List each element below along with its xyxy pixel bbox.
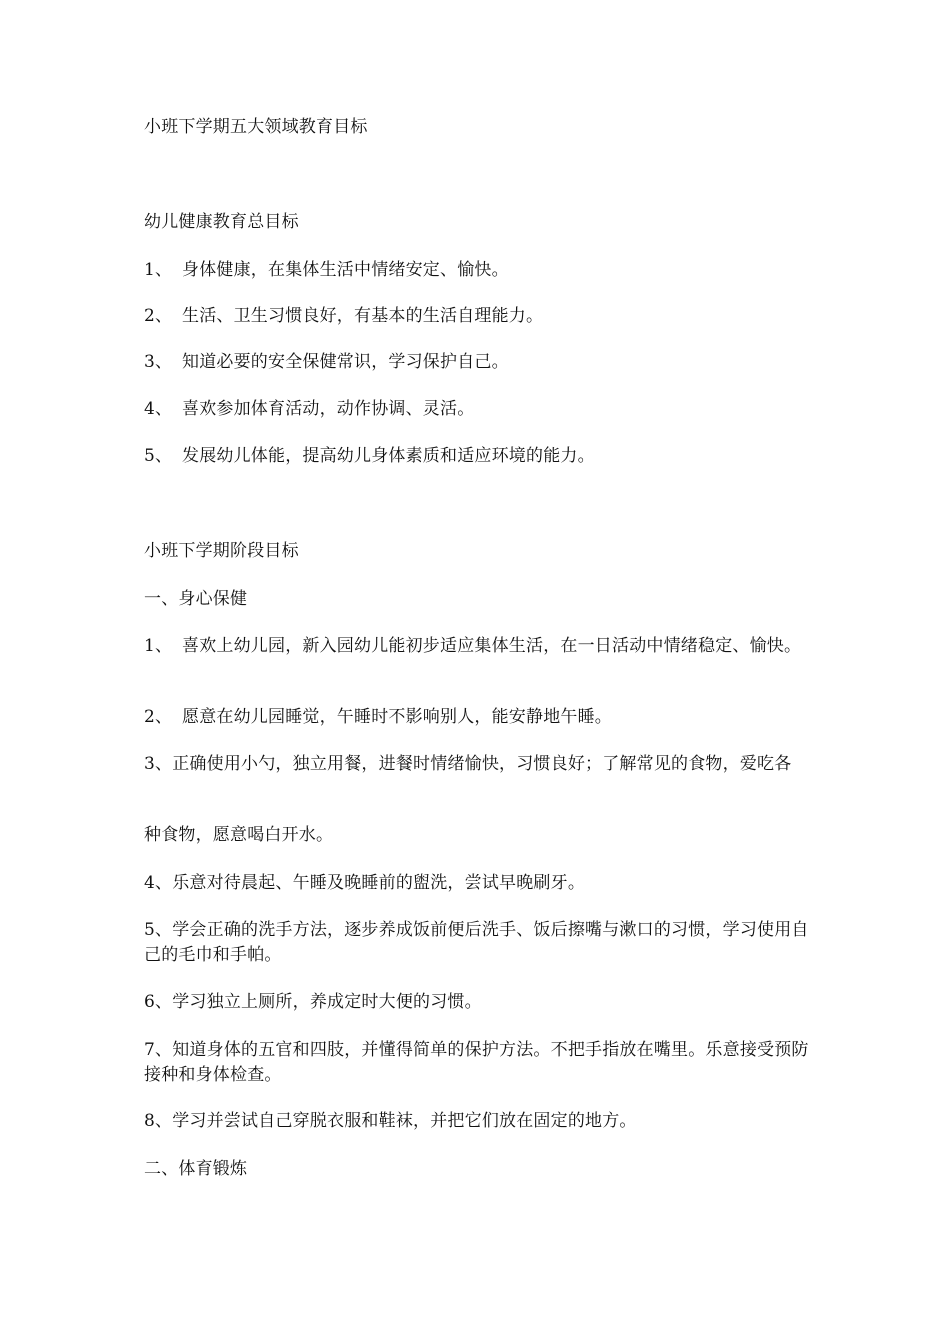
item-number: 5、 [144,446,173,466]
stage-goal-item [144,634,814,659]
item-number: 4、 [144,399,173,419]
item-text: 喜欢上幼儿园，新入园幼儿能初步适应集体生活，在一日活动中情绪稳定、愉快。 [182,636,802,656]
health-goal-item [144,397,814,422]
health-goal-item [144,350,814,375]
health-goal-item [144,304,814,329]
stage-goal-item-continued: 种食物，愿意喝白开水。 [144,825,334,845]
stage-goal-item [144,705,814,730]
health-goals-heading: 幼儿健康教育总目标 [144,212,299,232]
document-title: 小班下学期五大领域教育目标 [144,117,368,137]
item-number: 2、 [144,707,173,727]
item-text: 生活、卫生习惯良好，有基本的生活自理能力。 [182,306,544,326]
stage-goal-item: 4、乐意对待晨起、午睡及晚睡前的盥洗，尝试早晚刷牙。 [144,873,586,893]
section-heading: 二、体育锻炼 [144,1159,248,1179]
section-heading: 一、身心保健 [144,589,248,609]
stage-goal-item: 7、知道身体的五官和四肢，并懂得简单的保护方法。不把手指放在嘴里。乐意接受预防接种和身体检查。 [144,1040,809,1085]
item-number: 1、 [144,260,173,280]
item-number: 2、 [144,306,173,326]
stage-goals-heading: 小班下学期阶段目标 [144,541,299,561]
health-goal-item [144,258,814,283]
item-text: 知道必要的安全保健常识，学习保护自己。 [182,352,509,372]
item-text: 喜欢参加体育活动，动作协调、灵活。 [182,399,475,419]
item-text: 愿意在幼儿园睡觉，午睡时不影响别人，能安静地午睡。 [182,707,612,727]
stage-goal-item: 3、正确使用小勺，独立用餐，进餐时情绪愉快，习惯良好；了解常见的食物，爱吃各 [144,754,792,774]
item-text: 发展幼儿体能，提高幼儿身体素质和适应环境的能力。 [182,446,595,466]
item-number: 3、 [144,352,173,372]
stage-goal-item: 5、学会正确的洗手方法，逐步养成饭前便后洗手、饭后擦嘴与漱口的习惯，学习使用自己的毛巾和手帕。 [144,920,809,965]
item-number: 1、 [144,636,173,656]
stage-goal-item: 8、学习并尝试自己穿脱衣服和鞋袜，并把它们放在固定的地方。 [144,1111,637,1131]
stage-goal-item: 6、学习独立上厕所，养成定时大便的习惯。 [144,992,482,1012]
item-text: 身体健康，在集体生活中情绪安定、愉快。 [182,260,509,280]
health-goal-item [144,444,814,469]
